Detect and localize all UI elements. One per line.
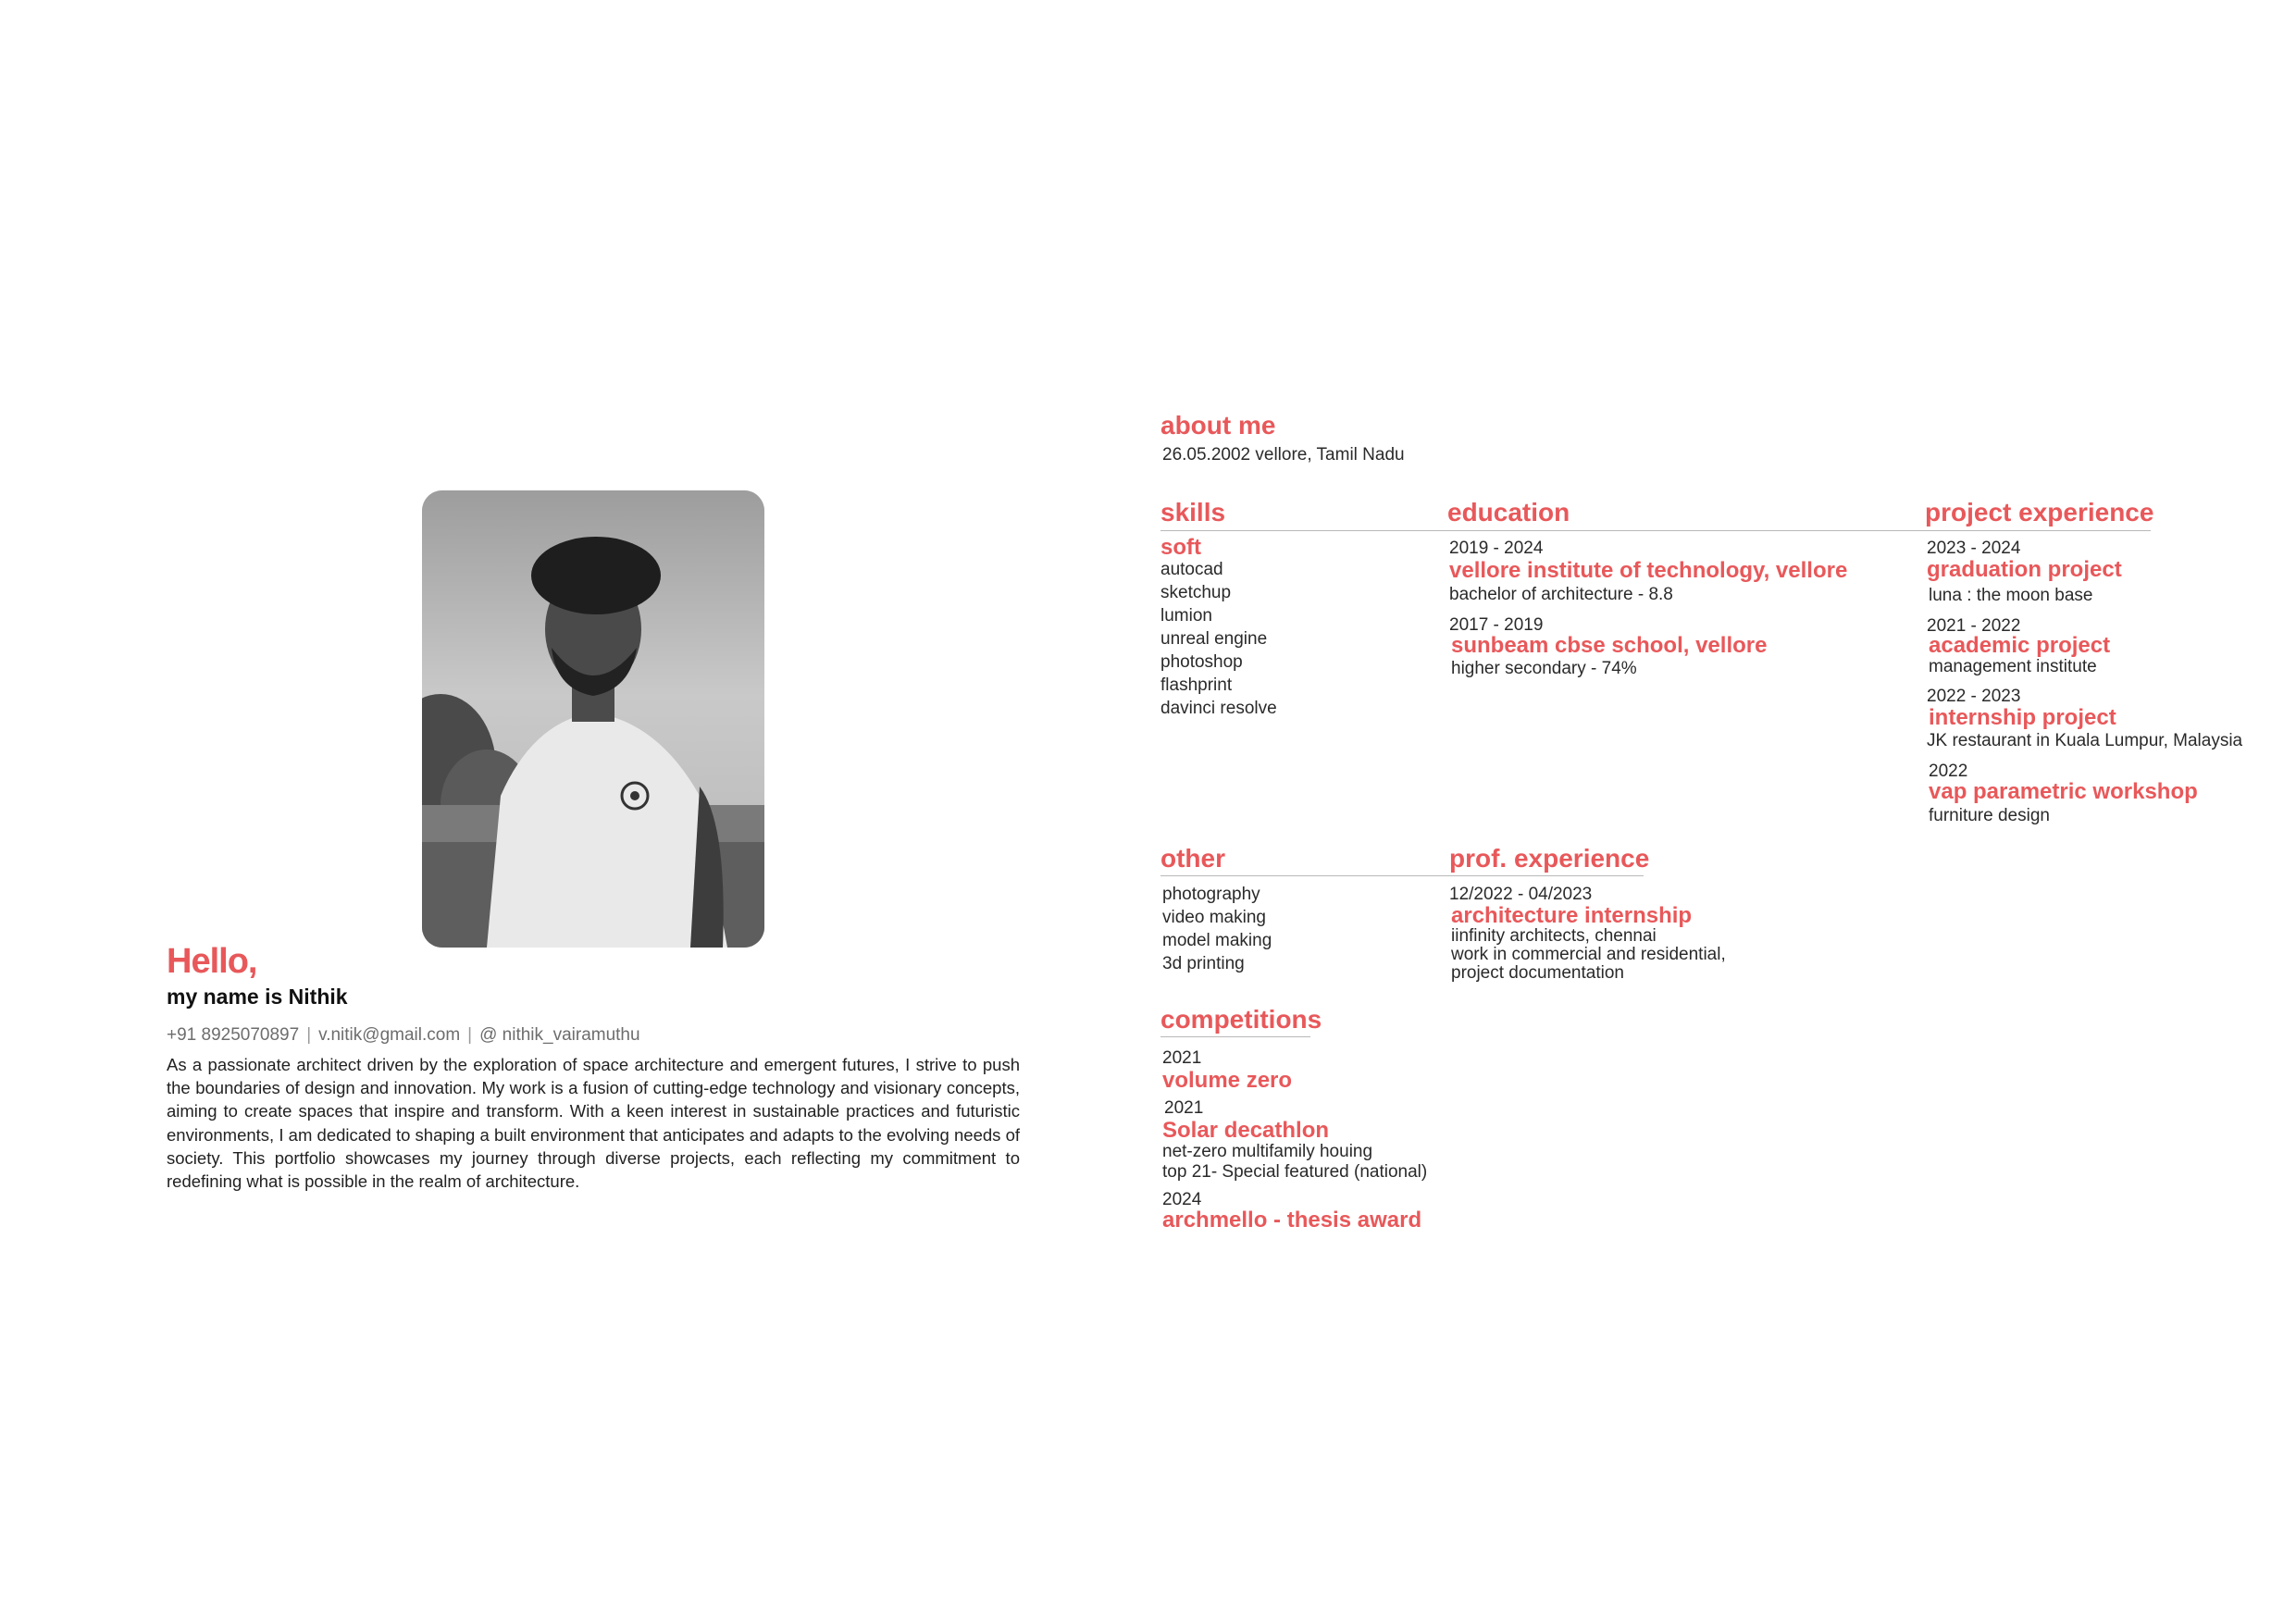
prof-role: architecture internship bbox=[1451, 903, 1693, 928]
project-name: internship project bbox=[1929, 705, 2116, 730]
list-item: flashprint bbox=[1160, 675, 1233, 695]
competitions-title: competitions bbox=[1160, 1005, 1322, 1034]
email-link[interactable]: v.nitik@gmail.com bbox=[318, 1025, 461, 1045]
separator: | bbox=[306, 1025, 312, 1045]
education-detail: higher secondary - 74% bbox=[1451, 659, 1637, 678]
project-years: 2022 bbox=[1929, 762, 1968, 781]
name-line: my name is Nithik bbox=[167, 985, 348, 1009]
project-name: graduation project bbox=[1927, 557, 2122, 582]
project-detail: management institute bbox=[1929, 657, 2097, 676]
competition-year: 2024 bbox=[1162, 1190, 1202, 1209]
competition-line: net-zero multifamily houing bbox=[1162, 1142, 1373, 1161]
prof-title: prof. experience bbox=[1449, 844, 1650, 873]
education-title: education bbox=[1447, 498, 1570, 527]
list-item: 3d printing bbox=[1162, 954, 1245, 973]
section-divider bbox=[1160, 1036, 1310, 1037]
education-school: sunbeam cbse school, vellore bbox=[1451, 633, 1768, 658]
competition-year: 2021 bbox=[1162, 1048, 1202, 1068]
bio-paragraph: As a passionate architect driven by the exploration of space architecture and emergent futures, I strive to push the boundaries of design and innovation. My work is a fusion of cutting-edge technology and visionary concepts, aiming to create spaces that inspire and transform. With a keen interest in sustainable practices and futuristic environments, I am dedicated to shaping a built environment that anticipates and adapts to the evolving needs of society. This portfolio showcases my journey through diverse projects, each reflecting my commitment to redefining what is possible in the realm of architecture. bbox=[167, 1055, 1020, 1192]
prof-line: iinfinity architects, chennai bbox=[1451, 926, 1657, 946]
portrait-photo-icon bbox=[422, 490, 764, 948]
list-item: davinci resolve bbox=[1160, 699, 1277, 718]
contact-line bbox=[167, 1025, 640, 1046]
project-detail: luna : the moon base bbox=[1929, 586, 2093, 605]
project-years: 2021 - 2022 bbox=[1927, 616, 2021, 636]
separator: | bbox=[467, 1025, 473, 1045]
projects-title: project experience bbox=[1925, 498, 2154, 527]
project-name: vap parametric workshop bbox=[1929, 779, 2198, 804]
education-years: 2017 - 2019 bbox=[1449, 615, 1544, 635]
skills-subtitle: soft bbox=[1160, 535, 1201, 560]
list-item: photography bbox=[1162, 885, 1260, 904]
other-title: other bbox=[1160, 844, 1225, 873]
list-item: photoshop bbox=[1160, 652, 1243, 672]
other-list bbox=[1162, 883, 1272, 975]
list-item: sketchup bbox=[1160, 583, 1232, 602]
competition-line: top 21- Special featured (national) bbox=[1162, 1162, 1428, 1182]
project-years: 2023 - 2024 bbox=[1927, 539, 2021, 558]
prof-years: 12/2022 - 04/2023 bbox=[1449, 885, 1593, 904]
section-divider bbox=[1160, 530, 2151, 531]
greeting: Hello, bbox=[167, 942, 257, 981]
list-item: autocad bbox=[1160, 560, 1223, 579]
about-title: about me bbox=[1160, 411, 1276, 440]
prof-line: project documentation bbox=[1451, 963, 1624, 983]
project-years: 2022 - 2023 bbox=[1927, 687, 2021, 706]
competition-name: Solar decathlon bbox=[1162, 1118, 1330, 1143]
skills-list bbox=[1160, 558, 1277, 720]
education-school: vellore institute of technology, vellore bbox=[1449, 558, 1848, 583]
education-detail: bachelor of architecture - 8.8 bbox=[1449, 585, 1673, 604]
skills-title: skills bbox=[1160, 498, 1226, 527]
education-years: 2019 - 2024 bbox=[1449, 539, 1544, 558]
portrait-photo bbox=[422, 490, 764, 948]
section-divider bbox=[1160, 875, 1644, 876]
competition-year: 2021 bbox=[1164, 1098, 1204, 1118]
prof-line: work in commercial and residential, bbox=[1451, 945, 1726, 964]
project-detail: furniture design bbox=[1929, 806, 2050, 825]
phone-number: +91 8925070897 bbox=[167, 1025, 300, 1045]
project-name: academic project bbox=[1929, 633, 2111, 658]
list-item: lumion bbox=[1160, 606, 1212, 626]
list-item: model making bbox=[1162, 931, 1272, 950]
social-handle[interactable]: @ nithik_vairamuthu bbox=[479, 1025, 640, 1045]
list-item: video making bbox=[1162, 908, 1266, 927]
list-item: unreal engine bbox=[1160, 629, 1268, 649]
competition-name: archmello - thesis award bbox=[1162, 1208, 1422, 1233]
about-text: 26.05.2002 vellore, Tamil Nadu bbox=[1162, 445, 1405, 465]
project-detail: JK restaurant in Kuala Lumpur, Malaysia bbox=[1927, 731, 2243, 750]
competition-name: volume zero bbox=[1162, 1068, 1293, 1093]
